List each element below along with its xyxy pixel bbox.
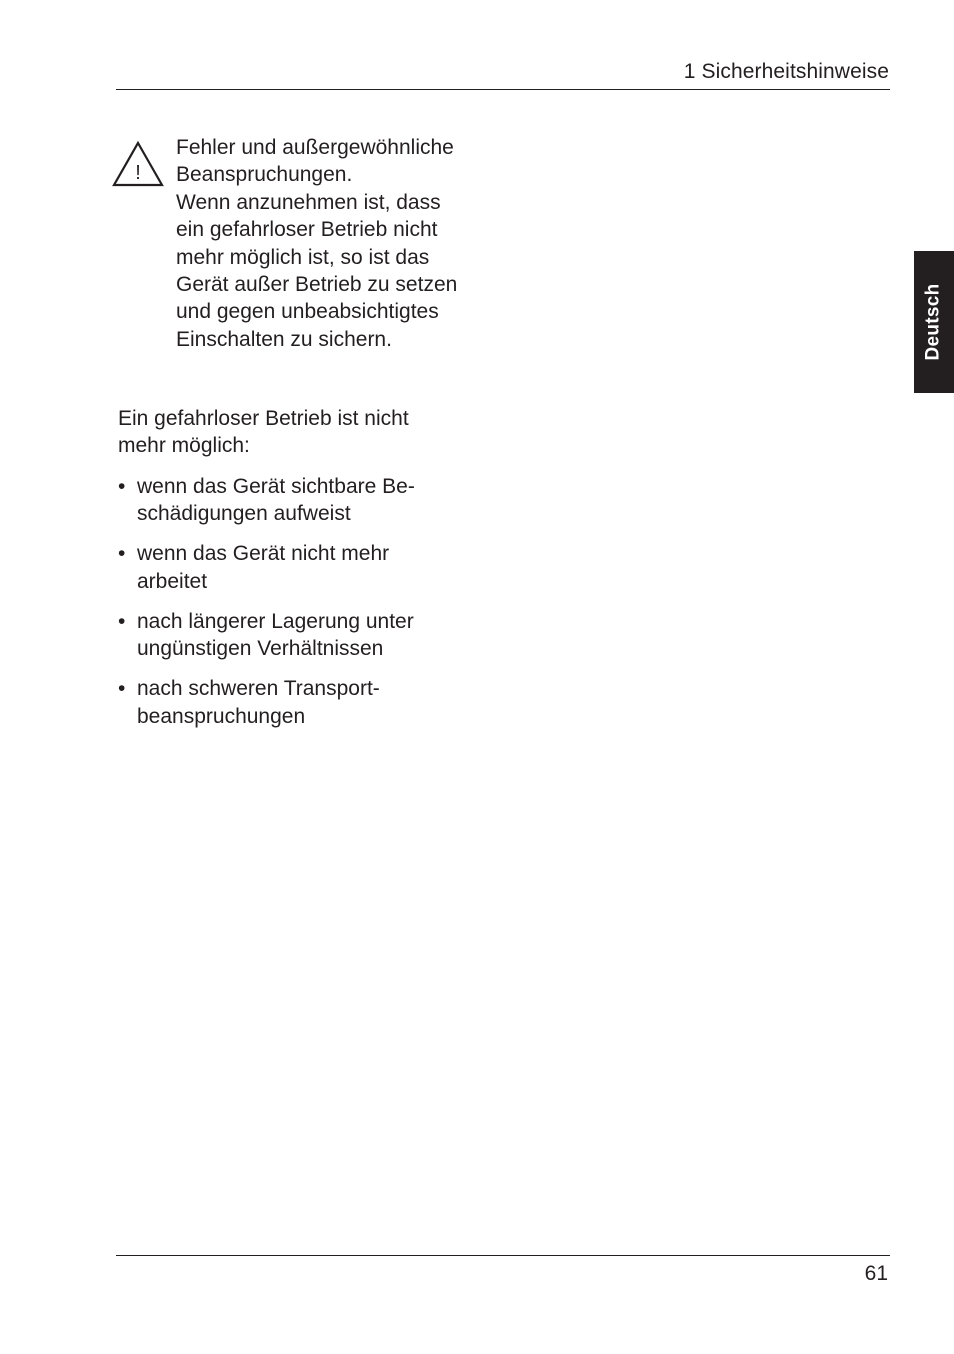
warning-line: mehr möglich ist, so ist das (176, 245, 430, 269)
warning-line: Einschalten zu sichern. (176, 327, 392, 351)
section-header-title: 1 Sicherheitshinweise (683, 60, 889, 83)
warning-line: ein gefahrloser Betrieb nicht (176, 218, 438, 242)
intro-line: Ein gefahrloser Betrieb ist nicht (118, 407, 409, 430)
condition-list (118, 473, 458, 743)
language-tab-label: Deutsch (923, 283, 944, 361)
warning-line: Beanspruchungen. (176, 163, 353, 187)
list-item-line: ungünstigen Verhältnissen (137, 637, 384, 661)
page-number: 61 (864, 1262, 888, 1285)
warning-line: Fehler und außergewöhnliche (176, 136, 454, 159)
warning-line: und gegen unbeabsichtigtes (176, 300, 439, 324)
warning-triangle-icon (112, 140, 164, 188)
language-tab (914, 251, 954, 393)
warning-line: Gerät außer Betrieb zu setzen (176, 273, 458, 297)
list-item (118, 540, 458, 595)
list-item-line: nach schweren Transport- (137, 677, 380, 701)
warning-line: Wenn anzunehmen ist, dass (176, 190, 441, 214)
bullet-icon: • (118, 475, 126, 498)
bullet-icon: • (118, 677, 126, 701)
intro-line: mehr möglich: (118, 434, 250, 458)
list-item (118, 675, 458, 730)
list-item-line: wenn das Gerät nicht mehr (137, 542, 390, 566)
header-divider (116, 89, 890, 90)
bullet-icon: • (118, 542, 126, 566)
list-item-line: nach längerer Lagerung unter (137, 609, 414, 633)
list-item (118, 608, 458, 663)
svg-text:!: ! (135, 162, 141, 184)
list-item-line: schädigungen aufweist (137, 502, 351, 526)
list-item-line: wenn das Gerät sichtbare Be- (137, 475, 415, 498)
list-item-line: beanspruchungen (137, 704, 306, 728)
list-item (118, 473, 458, 528)
list-item-line: arbeitet (137, 569, 208, 593)
footer-divider (116, 1255, 890, 1256)
warning-text (176, 134, 506, 353)
intro-paragraph (118, 405, 458, 460)
bullet-icon: • (118, 609, 126, 633)
